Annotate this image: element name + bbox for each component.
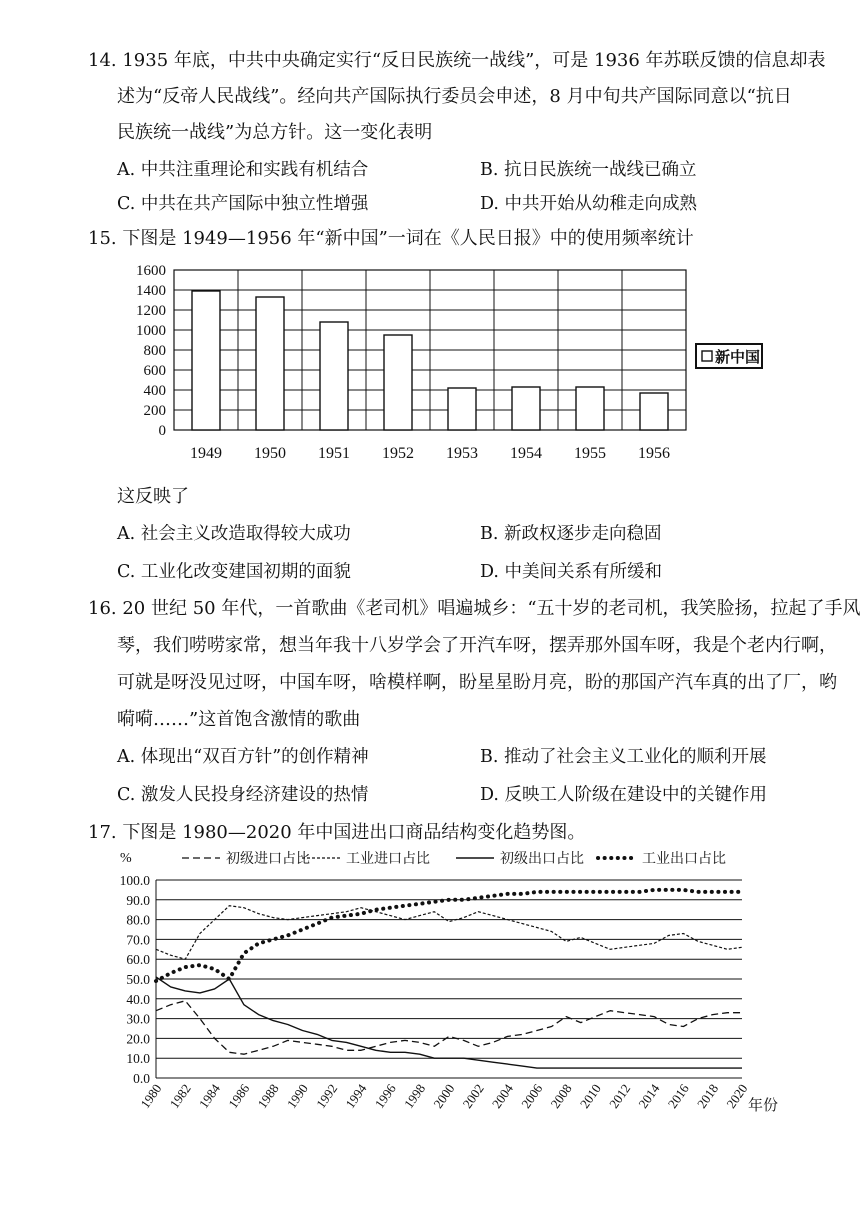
q15-option-d[interactable]: D. 中美间关系有所缓和 — [480, 562, 663, 582]
q14-option-b[interactable]: B. 抗日民族统一战线已确立 — [480, 160, 697, 180]
bar — [576, 387, 604, 430]
bar — [448, 388, 476, 430]
legend-label: 工业进口占比 — [346, 852, 430, 867]
x-tick-label: 1949 — [190, 445, 222, 462]
bar — [256, 297, 284, 430]
series-line — [156, 890, 742, 981]
q16-stem-line-3: 可就是呀没见过呀，中国车呀，啥模样啊，盼星星盼月亮，盼的那国产汽车真的出了厂，哟 — [117, 672, 837, 693]
x-tick-label: 1998 — [400, 1081, 429, 1112]
bar — [512, 387, 540, 430]
y-tick-label: 200 — [143, 403, 166, 419]
x-tick-label: 1980 — [137, 1081, 165, 1112]
x-tick-label: 1988 — [254, 1081, 282, 1112]
legend-label: 初级出口占比 — [500, 852, 584, 867]
x-tick-label: 1956 — [638, 445, 670, 462]
q15-option-b[interactable]: B. 新政权逐步走向稳固 — [480, 524, 662, 544]
bar — [640, 393, 668, 430]
q15-option-c[interactable]: C. 工业化改变建国初期的面貌 — [117, 562, 351, 582]
y-axis-label: % — [120, 851, 132, 866]
q15-option-a[interactable]: A. 社会主义改造取得较大成功 — [117, 524, 351, 544]
y-tick-label: 1000 — [136, 323, 166, 339]
q15-bar-chart — [110, 262, 790, 472]
y-tick-label: 100.0 — [119, 873, 150, 888]
x-tick-label: 1982 — [166, 1081, 194, 1112]
q14-option-c[interactable]: C. 中共在共产国际中独立性增强 — [117, 194, 369, 214]
q14-option-d[interactable]: D. 中共开始从幼稚走向成熟 — [480, 194, 698, 214]
q16-option-c[interactable]: C. 激发人民投身经济建设的热情 — [117, 785, 369, 805]
y-tick-label: 0 — [158, 423, 166, 439]
x-tick-label: 1952 — [382, 445, 414, 462]
y-tick-label: 80.0 — [126, 912, 150, 928]
y-tick-label: 90.0 — [126, 892, 150, 908]
y-tick-label: 1600 — [136, 263, 166, 279]
q17-stem: 17. 下图是 1980—2020 年中国进出口商品结构变化趋势图。 — [88, 822, 586, 843]
x-tick-label: 2004 — [488, 1081, 517, 1112]
q14-stem-line-1: 14. 1935 年底，中共中央确定实行“反日民族统一战线”，可是 1936 年苏联反馈的信息却表 — [88, 50, 826, 71]
y-tick-label: 20.0 — [126, 1031, 150, 1047]
y-tick-label: 600 — [143, 363, 166, 379]
x-tick-label: 2002 — [459, 1081, 487, 1112]
q16-stem-line-1: 16. 20 世纪 50 年代，一首歌曲《老司机》唱遍城乡：“五十岁的老司机，我笑脸扬，拉起了手风 — [88, 598, 861, 619]
q16-option-b[interactable]: B. 推动了社会主义工业化的顺利开展 — [480, 747, 767, 767]
q16-option-a[interactable]: A. 体现出“双百方针”的创作精神 — [117, 747, 369, 767]
x-tick-label: 1992 — [313, 1081, 341, 1112]
x-tick-label: 1955 — [574, 445, 606, 462]
legend-label: 工业出口占比 — [642, 852, 726, 867]
bar — [384, 335, 412, 430]
x-tick-label: 2018 — [693, 1081, 722, 1112]
x-tick-label: 1951 — [318, 445, 350, 462]
bar — [192, 291, 220, 430]
q15-question-tail: 这反映了 — [117, 486, 189, 507]
x-tick-label: 1953 — [446, 445, 478, 462]
x-tick-label: 2016 — [664, 1081, 692, 1112]
y-tick-label: 70.0 — [126, 932, 150, 948]
x-tick-label: 1954 — [510, 445, 542, 462]
bar — [320, 322, 348, 430]
x-tick-label: 1996 — [371, 1081, 399, 1112]
y-tick-label: 400 — [143, 383, 166, 399]
x-axis-label: 年份 — [748, 1098, 779, 1114]
y-tick-label: 30.0 — [126, 1011, 150, 1027]
x-tick-label: 2010 — [576, 1081, 604, 1112]
legend-label: 新中国 — [715, 350, 761, 366]
x-tick-label: 2014 — [635, 1081, 663, 1112]
q15-stem: 15. 下图是 1949—1956 年“新中国”一词在《人民日报》中的使用频率统计 — [88, 228, 694, 249]
x-tick-label: 1990 — [283, 1081, 311, 1112]
y-tick-label: 0.0 — [133, 1071, 150, 1086]
x-tick-label: 2000 — [430, 1081, 458, 1112]
legend-label: 初级进口占比 — [226, 852, 310, 867]
x-tick-label: 2006 — [518, 1081, 546, 1112]
x-tick-label: 2008 — [547, 1081, 575, 1112]
x-tick-label: 2020 — [723, 1081, 751, 1112]
y-tick-label: 50.0 — [126, 972, 150, 987]
series-line — [156, 906, 742, 960]
x-tick-label: 1984 — [195, 1081, 224, 1112]
q16-stem-line-2: 琴，我们唠唠家常，想当年我十八岁学会了开汽车呀，摆弄那外国车呀，我是个老内行啊， — [117, 635, 837, 656]
x-tick-label: 1950 — [254, 445, 286, 462]
y-tick-label: 40.0 — [126, 991, 150, 1007]
q16-stem-line-4: 嗬嗬……”这首饱含激情的歌曲 — [117, 709, 361, 730]
y-tick-label: 10.0 — [126, 1051, 150, 1067]
x-tick-label: 1986 — [225, 1081, 253, 1112]
series-line — [156, 1001, 742, 1054]
x-tick-label: 2012 — [606, 1081, 634, 1112]
q14-stem-line-2: 述为“反帝人民战线”。经向共产国际执行委员会申述，8 月中旬共产国际同意以“抗日 — [117, 86, 792, 107]
y-tick-label: 800 — [143, 343, 166, 359]
q17-line-chart — [106, 846, 806, 1136]
q14-stem-line-3: 民族统一战线”为总方针。这一变化表明 — [117, 122, 433, 143]
q16-option-d[interactable]: D. 反映工人阶级在建设中的关键作用 — [480, 785, 768, 805]
y-tick-label: 1200 — [136, 303, 166, 319]
q14-option-a[interactable]: A. 中共注重理论和实践有机结合 — [117, 160, 369, 180]
y-tick-label: 60.0 — [126, 952, 150, 968]
x-tick-label: 1994 — [342, 1081, 370, 1112]
y-tick-label: 1400 — [136, 283, 166, 299]
legend-swatch — [702, 351, 712, 361]
